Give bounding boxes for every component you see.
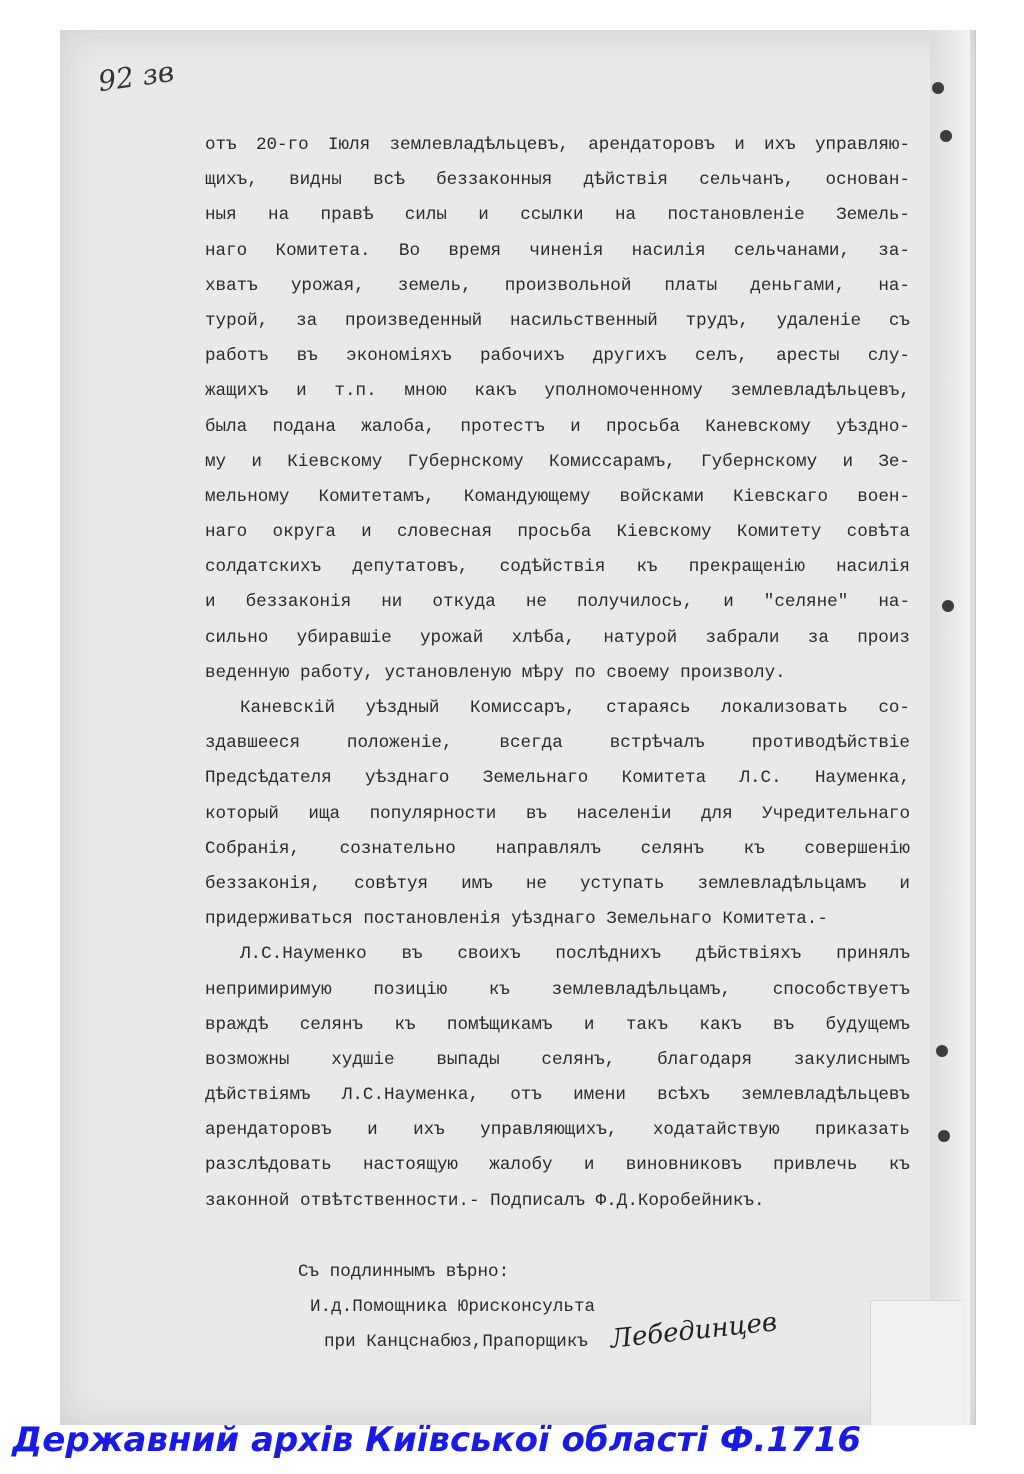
paper-patch xyxy=(870,1300,961,1426)
text-line: Предсѣдателя уѣзднаго Земельнаго Комитета Л.С. Науменка, xyxy=(205,768,910,789)
text-line: разслѣдовать настоящую жалобу и виновниковъ привлечь къ xyxy=(205,1155,910,1176)
text-line: законной отвѣтственности.- Подписалъ Ф.Д.Коробейникъ. xyxy=(205,1190,765,1211)
text-line: хватъ урожая, земель, произвольной платы деньгами, на- xyxy=(205,275,910,296)
handwritten-signature: Лебединцев xyxy=(608,1307,779,1355)
letter-body xyxy=(205,128,910,1219)
text-line: Собранія, сознательно направлялъ селянъ къ совершенію xyxy=(205,838,910,859)
text-line: была подана жалоба, протестъ и просьба Каневскому уѣздно- xyxy=(205,416,910,437)
text-line: солдатскихъ депутатовъ, содѣйствія къ прекращенію насилія xyxy=(205,557,910,578)
certification-line: Съ подлиннымъ вѣрно: xyxy=(298,1262,510,1282)
page-edge xyxy=(930,30,970,1425)
text-line: который ища популярности въ населеніи для Учредительнаго xyxy=(205,803,910,824)
text-line: беззаконія, совѣтуя имъ не уступать землевладѣльцамъ и xyxy=(205,873,910,894)
text-line: веденную работу, установленую мѣру по своему произволу. xyxy=(205,662,786,683)
text-line: наго Комитета. Во время чиненія насилія сельчанами, за- xyxy=(205,240,910,261)
text-line: ныя на правѣ силы и ссылки на постановленіе Земель- xyxy=(205,205,910,226)
text-line: работъ въ экономіяхъ рабочихъ другихъ селъ, аресты слу- xyxy=(205,346,910,367)
punch-hole xyxy=(940,130,952,142)
punch-hole xyxy=(942,600,954,612)
handwritten-page-number: 92 зв xyxy=(96,54,177,99)
punch-hole xyxy=(936,1045,948,1057)
text-line: жащихъ и т.п. мною какъ уполномоченному землевладѣльцевъ, xyxy=(205,381,910,402)
certification-line: И.д.Помощника Юрисконсульта xyxy=(310,1297,596,1318)
text-line: непримиримую позицію къ землевладѣльцамъ, способствуетъ xyxy=(205,979,910,1000)
text-line: придерживаться постановленія уѣзднаго Земельнаго Комитета.- xyxy=(205,909,828,930)
text-line: му и Кіевскому Губернскому Комиссарамъ, Губернскому и Зе- xyxy=(205,451,910,472)
text-line: Каневскій уѣздный Комиссаръ, стараясь локализовать со- xyxy=(240,698,910,718)
certification-block xyxy=(298,1255,595,1361)
text-line: отъ 20-го Іюля землевладѣльцевъ, арендаторовъ и ихъ управляю- xyxy=(205,135,910,155)
text-line: арендаторовъ и ихъ управляющихъ, ходатайствую приказать xyxy=(205,1120,910,1141)
text-line: возможны худшіе выпады селянъ, благодаря закулиснымъ xyxy=(205,1049,910,1070)
text-line: здавшееся положеніе, всегда встрѣчалъ противодѣйствіе xyxy=(205,733,910,754)
punch-hole xyxy=(938,1130,950,1142)
text-line: щихъ, видны всѣ беззаконныя дѣйствія сельчанъ, основан- xyxy=(205,170,910,191)
text-line: наго округа и словесная просьба Кіевскому Комитету совѣта xyxy=(205,522,910,543)
archive-caption: Державний архів Київської області Ф.1716 xyxy=(12,1420,862,1460)
text-line: Л.С.Науменко въ своихъ послѣднихъ дѣйствіяхъ принялъ xyxy=(240,944,910,965)
text-line: турой, за произведенный насильственный трудъ, удаленіе съ xyxy=(205,310,910,331)
certification-line: при Канцснабюз,Прапорщикъ xyxy=(324,1332,588,1353)
text-line: мельному Комитетамъ, Командующему войсками Кіевскаго воен- xyxy=(205,486,910,507)
punch-hole xyxy=(932,82,944,94)
text-line: дѣйствіямъ Л.С.Науменка, отъ имени всѣхъ землевладѣльцевъ xyxy=(205,1085,910,1106)
text-line: сильно убиравшіе урожай хлѣба, натурой забрали за произ xyxy=(205,627,910,648)
text-line: враждѣ селянъ къ помѣщикамъ и такъ какъ въ будущемъ xyxy=(205,1014,910,1035)
text-line: и беззаконія ни откуда не получилось, и "селяне" на- xyxy=(205,592,910,613)
